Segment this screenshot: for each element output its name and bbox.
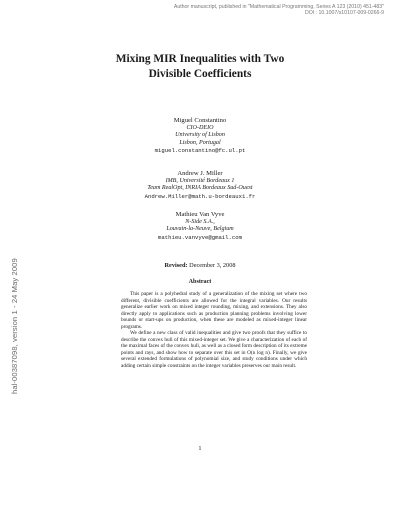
paper-title — [80, 52, 320, 82]
author-name: Miguel Constantino — [173, 117, 227, 124]
revised-label: Revised: — [164, 262, 188, 269]
author-name: Mathieu Van Vyve — [175, 211, 225, 218]
author-email: mathieu.vanvyve@gmail.com — [158, 233, 242, 241]
author-email: Andrew.Miller@math.u-bordeaux1.fr — [144, 192, 256, 200]
author-affiliation: Team RealOpt, INRIA Bordeaux Sud-Ouest — [147, 185, 253, 191]
author-affiliation: University of Lisbon — [175, 132, 225, 138]
abstract-paragraph: We define a new class of valid inequalities and give two proofs that they suffice to describe the convex hull of this mixed-integer set. We give a characterization of each of the maximal faces of the convex hull, as well as a closed form description of its extreme points and rays, and show how to separate over this set in O(n log n). Finally, we give several extended formulations of polynomial size, and study conditions under which adding certain simple constraints on the integer variables preserves our main result. — [121, 330, 307, 370]
author-block — [100, 211, 300, 241]
publication-note-line-1: Author manuscript, published in "Mathematical Programming, Series A 123 (2010) 451-483" — [173, 4, 384, 10]
abstract-paragraph: This paper is a polyhedral study of a generalization of the mixing set where two different, divisible coefficients are allowed for the integral variables. Our results generalize earlier work on mixed integer rounding, mixing, and extensions. They also directly apply to applications such as production planning problems involving lower bounds or start-ups on production, when these are modeled as mixed-integer linear programs. — [121, 291, 307, 330]
author-block — [100, 170, 300, 200]
author-affiliation: IMB, Université Bordeaux 1 — [165, 177, 235, 184]
page-number: 1 — [198, 445, 202, 452]
revised-date: December 3, 2008 — [189, 262, 236, 269]
author-email: miguel.constantino@fc.ul.pt — [154, 147, 246, 154]
publication-note — [84, 4, 384, 17]
revised-date-line — [100, 262, 300, 269]
author-affiliation: N-Side S.A., — [185, 218, 215, 225]
author-block — [100, 117, 300, 155]
author-name: Andrew J. Miller — [177, 170, 223, 177]
publication-note-doi: DOI : 10.1007/s10107-009-0266-9 — [304, 10, 384, 17]
hal-side-stamp: hal-00387098, version 1 - 24 May 2009 — [10, 258, 19, 394]
paper-title-line-2: Divisible Coefficients — [148, 68, 252, 80]
author-affiliation: Louvain-la-Neuve, Belgium — [166, 226, 234, 232]
author-affiliation: Lisbon, Portugal — [179, 139, 221, 146]
author-affiliation: CIO-DEIO — [186, 124, 214, 131]
abstract-heading: Abstract — [188, 279, 212, 285]
paper-title-line-1: Mixing MIR Inequalities with Two — [115, 53, 285, 65]
abstract-body — [121, 291, 307, 370]
